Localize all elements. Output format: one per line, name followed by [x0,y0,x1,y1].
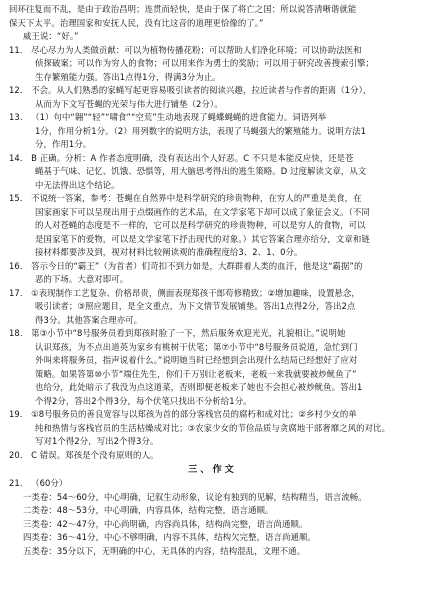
text-line: 侦探破案；可以作为穷人的食物；可以用来作为勇士的奖励；可以用于研究改善搜索引擎； [35,58,374,68]
text-line: 生存繁殖能力强。答出1点得1分，得满3分为止。 [35,71,221,82]
rubric-grade-4: 四类卷：36～41分，中心不够明确，内容不具体，结构欠完整，语言尚通顺。 [23,532,316,542]
answer-body [9,3,416,462]
text-line: 策略。如果答第⑩小节“端住先生，你们千万别让老板来，老板一来我就要被炒鱿鱼了” [35,368,357,379]
text-line: 1分，作用分析1分。（2）用列数字的说明方法，表现了马蝇强大的繁殖能力。说明方法1 [35,125,367,136]
answer-13: 13． （1）句中“翱”“轻”“啸食”“空荒”生动地表现了蝇蝶蝇蝇的进食能力。词语列举 [9,112,327,122]
text-line: 个得2分，答出2个得3分，每个伏笔只找出不分析给1分。 [35,395,252,406]
essay-rubric [9,477,416,558]
answer-21: 21． （60分） [9,478,68,488]
text-line: 恶的下场。大意对即可。 [35,274,129,284]
answer-16: 16． 答示今日的“霸王”（为首者）们苛扣不到力如是，大群群着人类的血汗，他是这“霸据”的 [9,260,363,271]
text-line: 认识郑孩，为不点出道英为家乡有桃树干伏笔；第⑦小节中“8号服务员说道，急忙到门 [35,341,358,352]
rubric-grade-3: 三类卷：42～47分，中心尚明确，内容尚具体，结构尚完整，语言尚通顺。 [23,518,308,529]
rubric-grade-2: 二类卷：48～53分，中心明确，内容具体，结构完整，语言通顺。 [23,505,274,515]
text-line: 威王说：“好。” [23,31,79,41]
text-line: 也给分，此处暗示了我没为点这道菜，否则即便老板来了她也不会担心被炒鱿鱼。答出1 [35,382,363,392]
rubric-grade-5: 五类卷：35分以下，无明确的中心，无具体的内容，结构混乱，文理不通。 [23,545,306,556]
text-line: 从而为下文写苍蝇的光荣与伟大进行铺垫（2分）。 [35,98,223,109]
answer-17: 17． ①表现制作工艺复杂、价格昂贵，侧面表现郑孩干郎苟修精致；②增加趣味，设置悬念， [9,287,360,298]
text-line: 国家画家下可以呈现出用于点缀画作的艺术品，在文学家笔下却可以成了象征会义。（不同 [35,206,370,217]
answer-11: 11． 尽心尽力为人类做贡献：可以为植物传播花粉；可以帮助人们净化环境；可以协助法医和 [9,44,362,55]
text-line: 的人对苍蝇的态度是不一样的，它可以是科学研究的珍贵物种，可以是穷人的食物，可以 [35,220,366,230]
rubric-grade-1: 一类卷：54～60分，中心明确，记叙生动形象，议论有独到的见解，结构精当，语言流畅。 [23,491,367,502]
answer-18: 18． 第③小节中“8号服务员看到郑孩时脸了一下，然后服务欢迎光光，礼貌相让。”说明她 [9,328,346,338]
text-line: 吸引读者；③照应题目，是全文重点，为下文情节发展铺垫。答出1点得2分，答出2点 [35,301,356,311]
answer-20: 20． C 错误。郑孩是个没有原则的人。 [9,449,159,460]
text-line: 写对1个得2分，写出2个得3分。 [35,436,159,446]
text-line: 外叫来将服务员，指声说着什么。”说明她当时已经想到会出现什么结局已经想好了应对 [35,355,358,365]
text-line: 得3分。其他答案合理亦可。 [35,314,143,325]
text-line: 是国家笔下的爱物，可以是文学家笔下抒击现代的对象。）其它答案合理亦给分，文章和链 [35,233,370,244]
text-line: 保天下太平。治理国家和安抚人民，没有比这音的道理更恰像的了。” [9,17,264,28]
text-line: 回环往复而不乱，是由于政治昌明；连贯而轻快，是由于保了将亡之国：所以说答清晰谐就能 [9,4,357,14]
text-line: 蝇基于气味、记忆、饥饿、恐惧等，用大脑思考得出的逃生策略。D 过度解读文章，从文 [35,166,367,176]
text-line: 纯和热情与客栈官员的生活枯燥成对比；③农家少女的节俭品质与贪腐地干部奢靡之风的对比。 [35,422,391,433]
answer-14: 14． B 正确。分析：A 作者态度明确，没有表达出个人好恶。C 不只是本能反应快，还是苍 [9,152,354,163]
answer-15: 15． 不说统一答案，参考：苍蝇在自然界中是科学研究的珍贵物种，在穷人的严重是美食，在 [9,193,362,203]
answer-19: 19． ①8号服务员的善良宽容与以郑孩为首的部分客栈官员的腐朽和成对比；②乡村少女的单 [9,409,357,419]
text-line: 中无法得出这个结论。 [35,179,120,190]
answer-12: 12． 不会。从人们熟悉的家蝇写起更容易吸引读者的阅读兴趣，拉近读者与作者的距离（1分）， [9,85,372,95]
section-title: 三、作文 [188,464,237,475]
text-line: 分，作用1分。 [35,139,92,149]
text-line: 接材料都要涉及到，视对材料比较阐读观的准确程度给3、2、1、0分。 [35,247,303,257]
